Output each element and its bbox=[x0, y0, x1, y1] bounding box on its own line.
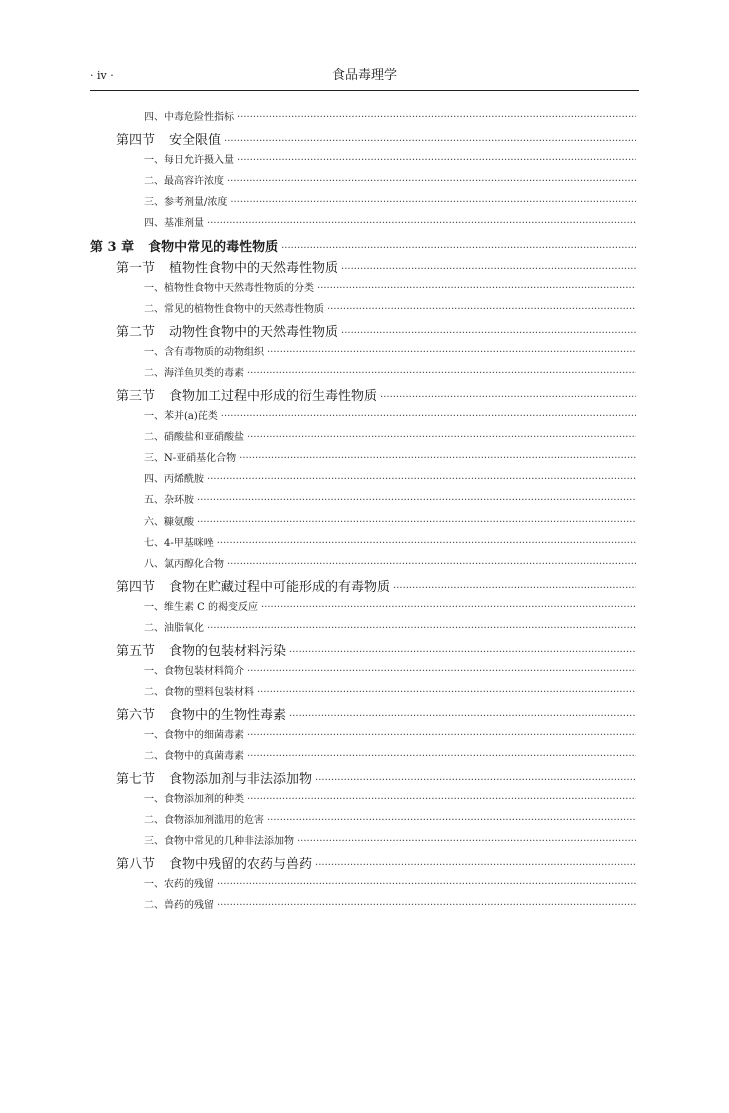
toc-entry-label: 一、植物性食物中天然毒性物质的分类 bbox=[144, 282, 314, 294]
page-number: · iv · bbox=[90, 69, 114, 82]
section-number: 第二节 bbox=[116, 325, 156, 341]
table-of-contents bbox=[90, 108, 639, 917]
section-title: 食物中残留的农药与兽药 bbox=[169, 857, 313, 873]
toc-entry-label: 五、杂环胺 bbox=[144, 495, 194, 507]
section-title: 食物在贮藏过程中可能形成的有毒物质 bbox=[169, 580, 391, 596]
toc-entry-label: 四、基准剂量 bbox=[144, 218, 204, 230]
toc-entry-label: 二、油脂氧化 bbox=[144, 622, 204, 634]
chapter-number: 第 3 章 bbox=[90, 239, 135, 255]
section-title: 植物性食物中的天然毒性物质 bbox=[169, 261, 339, 277]
toc-entry-label: 六、糠氨酸 bbox=[144, 516, 194, 528]
section-title: 食物添加剂与非法添加物 bbox=[169, 772, 313, 788]
toc-entry-label: 三、N-亚硝基化合物 bbox=[144, 453, 237, 465]
toc-entry-label: 一、每日允许摄入量 bbox=[144, 154, 234, 166]
toc-entry-label: 二、食物的塑料包装材料 bbox=[144, 686, 254, 698]
section-title: 食物中的生物性毒素 bbox=[169, 708, 287, 724]
section-title: 安全限值 bbox=[169, 133, 222, 149]
section-number: 第三节 bbox=[116, 389, 156, 405]
toc-entry-label: 二、食物添加剂滥用的危害 bbox=[144, 814, 264, 826]
toc-entry-label: 一、苯并(a)芘类 bbox=[144, 410, 218, 422]
header-rule bbox=[90, 90, 639, 91]
toc-entry-label: 一、食物添加剂的种类 bbox=[144, 793, 244, 805]
section-number: 第五节 bbox=[116, 644, 156, 660]
toc-entry-label: 三、食物中常见的几种非法添加物 bbox=[144, 836, 294, 848]
toc-entry-label: 一、维生素 C 的褐变反应 bbox=[144, 601, 259, 613]
toc-entry-label: 一、食物包装材料简介 bbox=[144, 665, 244, 677]
chapter-title: 食物中常见的毒性物质 bbox=[148, 239, 279, 255]
section-title: 动物性食物中的天然毒性物质 bbox=[169, 325, 339, 341]
toc-item[interactable] bbox=[90, 896, 639, 917]
book-title: 食品毒理学 bbox=[331, 68, 397, 83]
toc-entry-label: 四、丙烯酰胺 bbox=[144, 474, 204, 486]
toc-entry-label: 一、农药的残留 bbox=[144, 878, 214, 890]
toc-page-number bbox=[90, 108, 729, 1113]
section-number: 第一节 bbox=[116, 261, 156, 277]
section-number: 第八节 bbox=[116, 857, 156, 873]
toc-entry-label: 七、4-甲基咪唑 bbox=[144, 537, 214, 549]
running-header bbox=[90, 68, 639, 88]
toc-entry-label: 八、氯丙醇化合物 bbox=[144, 558, 224, 570]
section-title: 食物的包装材料污染 bbox=[169, 644, 287, 660]
toc-entry-label: 二、常见的植物性食物中的天然毒性物质 bbox=[144, 303, 324, 315]
toc-entry-label: 二、最高容许浓度 bbox=[144, 175, 224, 187]
toc-entry-label: 二、硝酸盐和亚硝酸盐 bbox=[144, 431, 244, 443]
toc-entry-label: 四、中毒危险性指标 bbox=[144, 112, 234, 123]
section-number: 第七节 bbox=[116, 772, 156, 788]
toc-entry-label: 二、兽药的残留 bbox=[144, 900, 214, 911]
section-title: 食物加工过程中形成的衍生毒性物质 bbox=[169, 389, 378, 405]
section-number: 第四节 bbox=[116, 133, 156, 149]
toc-entry-label: 二、食物中的真菌毒素 bbox=[144, 750, 244, 762]
toc-entry-label: 三、参考剂量/浓度 bbox=[144, 197, 228, 209]
toc-entry-label: 一、食物中的细菌毒素 bbox=[144, 729, 244, 741]
toc-entry-label: 一、含有毒物质的动物组织 bbox=[144, 346, 264, 358]
section-number: 第四节 bbox=[116, 580, 156, 596]
toc-entry-label: 二、海洋鱼贝类的毒素 bbox=[144, 367, 244, 379]
section-number: 第六节 bbox=[116, 708, 156, 724]
